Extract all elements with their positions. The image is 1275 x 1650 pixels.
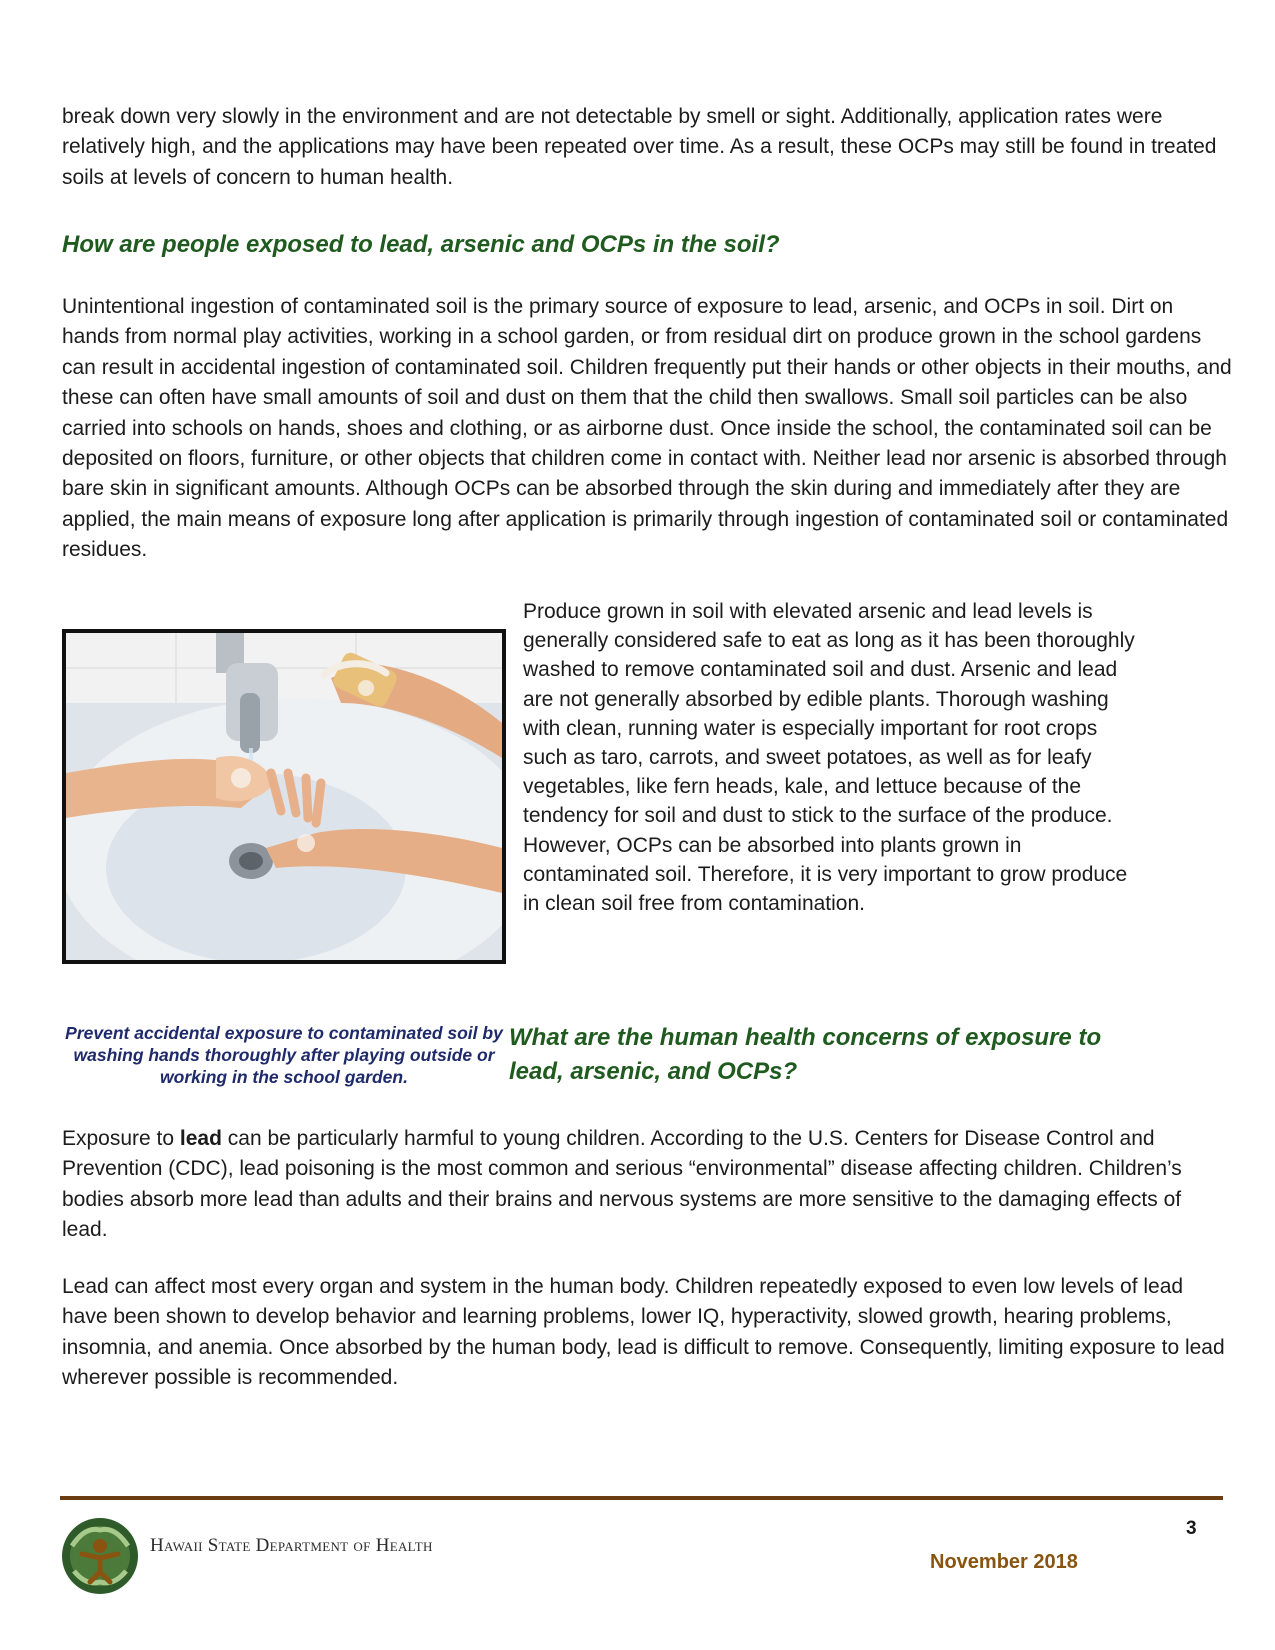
hawaii-doh-logo-icon [60, 1516, 140, 1596]
page-number: 3 [1186, 1518, 1197, 1539]
lead-effects-paragraph: Lead can affect most every organ and system in the human body. Children repeatedly exposed to even low levels of lead have been shown to develop behavior and learning problems, lower IQ, hyperactivity, slowed growth, hearing problems, insomnia, and anemia. Once absorbed by the human body, lead is difficult to remove. Consequently, limiting exposure to lead wherever possible is recommended. [62, 1275, 1225, 1390]
handwashing-illustration [66, 633, 502, 960]
exposure-paragraph: Unintentional ingestion of contaminated soil is the primary source of exposure to lead, arsenic, and OCPs in soil. Dirt on hands from normal play activities, working in a school garden, or from residual dirt on produce grown in the school gardens can result in accidental ingestion of contaminated soil. Children frequently put their hands or other objects in their mouths, and these can often have small amounts of soil and dust on them that the child then swallows. Small soil particles can be also carried into schools on hands, shoes and clothing, or as airborne dust. Once inside the school, the contaminated soil can be deposited on floors, furniture, or other objects that children come in contact with. Neither lead nor arsenic is absorbed through bare skin in significant amounts. Although OCPs can be absorbed through the skin during and immediately after they are applied, the main means of exposure long after application is primarily through ingestion of contaminated soil or contaminated residues. [62, 295, 1232, 562]
section-heading-exposure: How are people exposed to lead, arsenic and OCPs in the soil? [62, 231, 780, 258]
intro-paragraph: break down very slowly in the environment and are not detectable by smell or sight. Additionally, application rates were relatively high, and the applications may have been repeated over time. As a result, these OCPs may still be found in treated soils at levels of concern to human health. [62, 105, 1217, 189]
photo-caption: Prevent accidental exposure to contaminated soil by washing hands thoroughly after playing outside or working in the school garden. [65, 1023, 503, 1087]
lead-paragraph-intro: Exposure to [62, 1127, 180, 1150]
lead-paragraph-body: can be particularly harmful to young children. According to the U.S. Centers for Disease Control and Prevention (CDC), lead poisoning is the most common and serious “environmental” disease affecting children. Children’s bodies absorb more lead than adults and their brains and nervous systems are more sensitive to the damaging effects of lead. [62, 1127, 1182, 1242]
footer-divider [60, 1496, 1223, 1500]
publication-date: November 2018 [930, 1551, 1078, 1573]
section-heading-health-concerns: What are the human health concerns of exposure to lead, arsenic, and OCPs? [509, 1024, 1102, 1085]
organization-name: Hawaii State Department of Health [150, 1535, 433, 1556]
produce-paragraph: Produce grown in soil with elevated arsenic and lead levels is generally considered safe to eat as long as it has been thoroughly washed to remove contaminated soil and dust. Arsenic and lead are not generally absorbed by edible plants. Thorough washing with clean, running water is especially important for root crops such as taro, carrots, and sweet potatoes, as well as for leafy vegetables, like fern heads, kale, and lettuce because of the tendency for soil and dust to stick to the surface of the produce. However, OCPs can be absorbed into plants grown in contaminated soil. Therefore, it is very important to grow produce in clean soil free from contamination. [523, 600, 1135, 916]
handwashing-photo [62, 629, 506, 964]
lead-exposure-paragraph [62, 1124, 1227, 1246]
lead-bold-term: lead [179, 1127, 222, 1150]
